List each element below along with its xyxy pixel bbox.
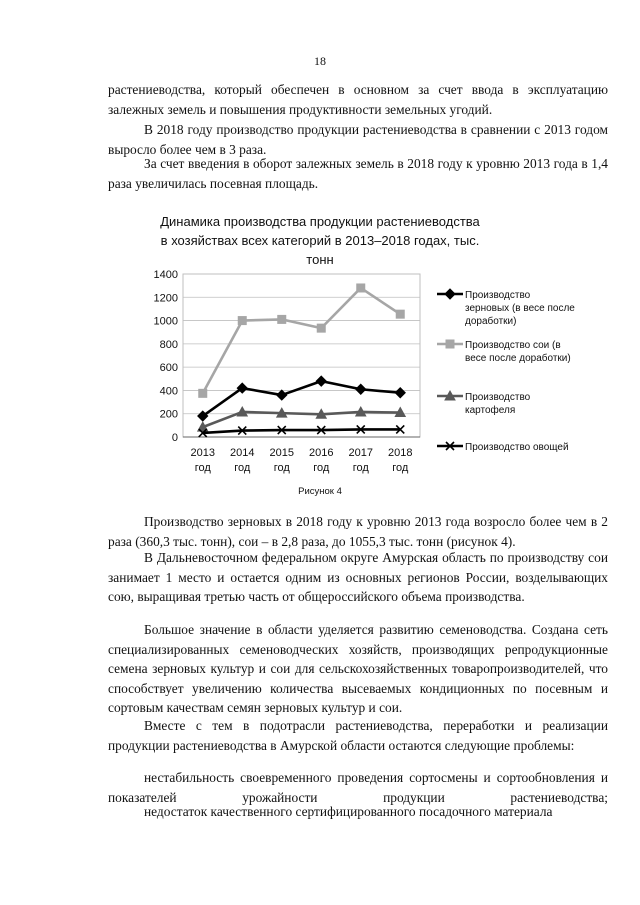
chart-title-line: в хозяйствах всех категорий в 2013–2018 годах, тыс. тонн [160, 233, 480, 267]
x-tick-label: 2018 год [388, 447, 413, 474]
chart [145, 266, 610, 486]
data-point [199, 389, 207, 397]
y-tick-label: 1400 [153, 269, 178, 281]
paragraph: недостаток качественного сертифицированного посадочного материала [144, 804, 553, 819]
figure-caption: Рисунок 4 [298, 486, 342, 497]
x-tick-label: 2013 год [190, 447, 215, 474]
data-point [356, 384, 366, 394]
series-line [203, 288, 401, 393]
y-tick-label: 1000 [153, 315, 178, 328]
y-tick-label: 800 [159, 338, 178, 351]
legend-marker [446, 340, 454, 348]
chart-title [150, 212, 490, 269]
data-point [278, 315, 286, 323]
x-tick-label: 2016 год [309, 447, 334, 474]
paragraph: Производство зерновых в 2018 году к уровню 2013 года возросло более чем в 2 раза (360,3 тыс. тонн), сои – в 2,8 раза, до 1055,3 тыс. тонн (рисунок 4). [108, 514, 608, 549]
data-point [277, 390, 287, 400]
legend-marker [445, 289, 455, 299]
line-chart [145, 266, 610, 481]
series-line [203, 381, 401, 416]
series-line [203, 429, 401, 432]
paragraph: Вместе с тем в подотрасли растениеводства, переработки и реализации продукции растениеводства в Амурской области остаются следующие проблемы: [108, 718, 608, 753]
paragraph: За счет введения в оборот залежных земель в 2018 году к уровню 2013 года в 1,4 раза увеличилась посевная площадь. [108, 156, 608, 191]
chart-title-line: Динамика производства продукции растениеводства [160, 214, 480, 229]
data-point [396, 310, 404, 318]
x-tick-label: 2017 год [348, 447, 373, 474]
legend-label: Производство сои (в весе после доработки) [465, 340, 571, 364]
legend-label: Производство картофеля [465, 392, 531, 416]
x-tick-label: 2015 год [269, 447, 294, 474]
paragraph: растениеводства, который обеспечен в основном за счет ввода в эксплуатацию залежных земель и повышения продуктивности земельных угодий. [108, 82, 608, 117]
data-point [357, 284, 365, 292]
paragraph: В Дальневосточном федеральном округе Амурская область по производству сои занимает 1 место и остается одним из основных регионов России, возделывающих сою, выращивая третью часть от общероссийского объема производства. [108, 550, 608, 604]
y-tick-label: 1200 [153, 292, 178, 305]
page-number: 18 [314, 54, 326, 68]
paragraph: нестабильность своевременного проведения сортосмены и сортообновления и показателей урожайности продукции растениеводства; [108, 770, 608, 805]
y-tick-label: 400 [159, 385, 178, 398]
series-line [203, 412, 401, 427]
y-tick-label: 200 [159, 408, 178, 421]
legend-label: Производство овощей [465, 442, 569, 453]
y-tick-label: 0 [171, 432, 178, 444]
data-point [316, 376, 326, 386]
x-tick-label: 2014 год [230, 447, 255, 474]
data-point [238, 317, 246, 325]
data-point [395, 388, 405, 398]
paragraph: В 2018 году производство продукции растениеводства в сравнении с 2013 годом выросло более чем в 3 раза. [108, 122, 608, 157]
paragraph: Большое значение в области уделяется развитию семеноводства. Создана сеть специализированных семеноводческих хозяйств, производящих репродукционные семена зерновых культур и сои для сельскохозяйственных товаропроизводителей, что способствует увеличению количества высеваемых кондиционных по посевным и сортовым качествам семян зерновых культур и сои. [108, 622, 608, 715]
legend-label: Производство зерновых (в весе после доработки) [465, 290, 575, 327]
data-point [317, 324, 325, 332]
y-tick-label: 600 [159, 362, 178, 375]
